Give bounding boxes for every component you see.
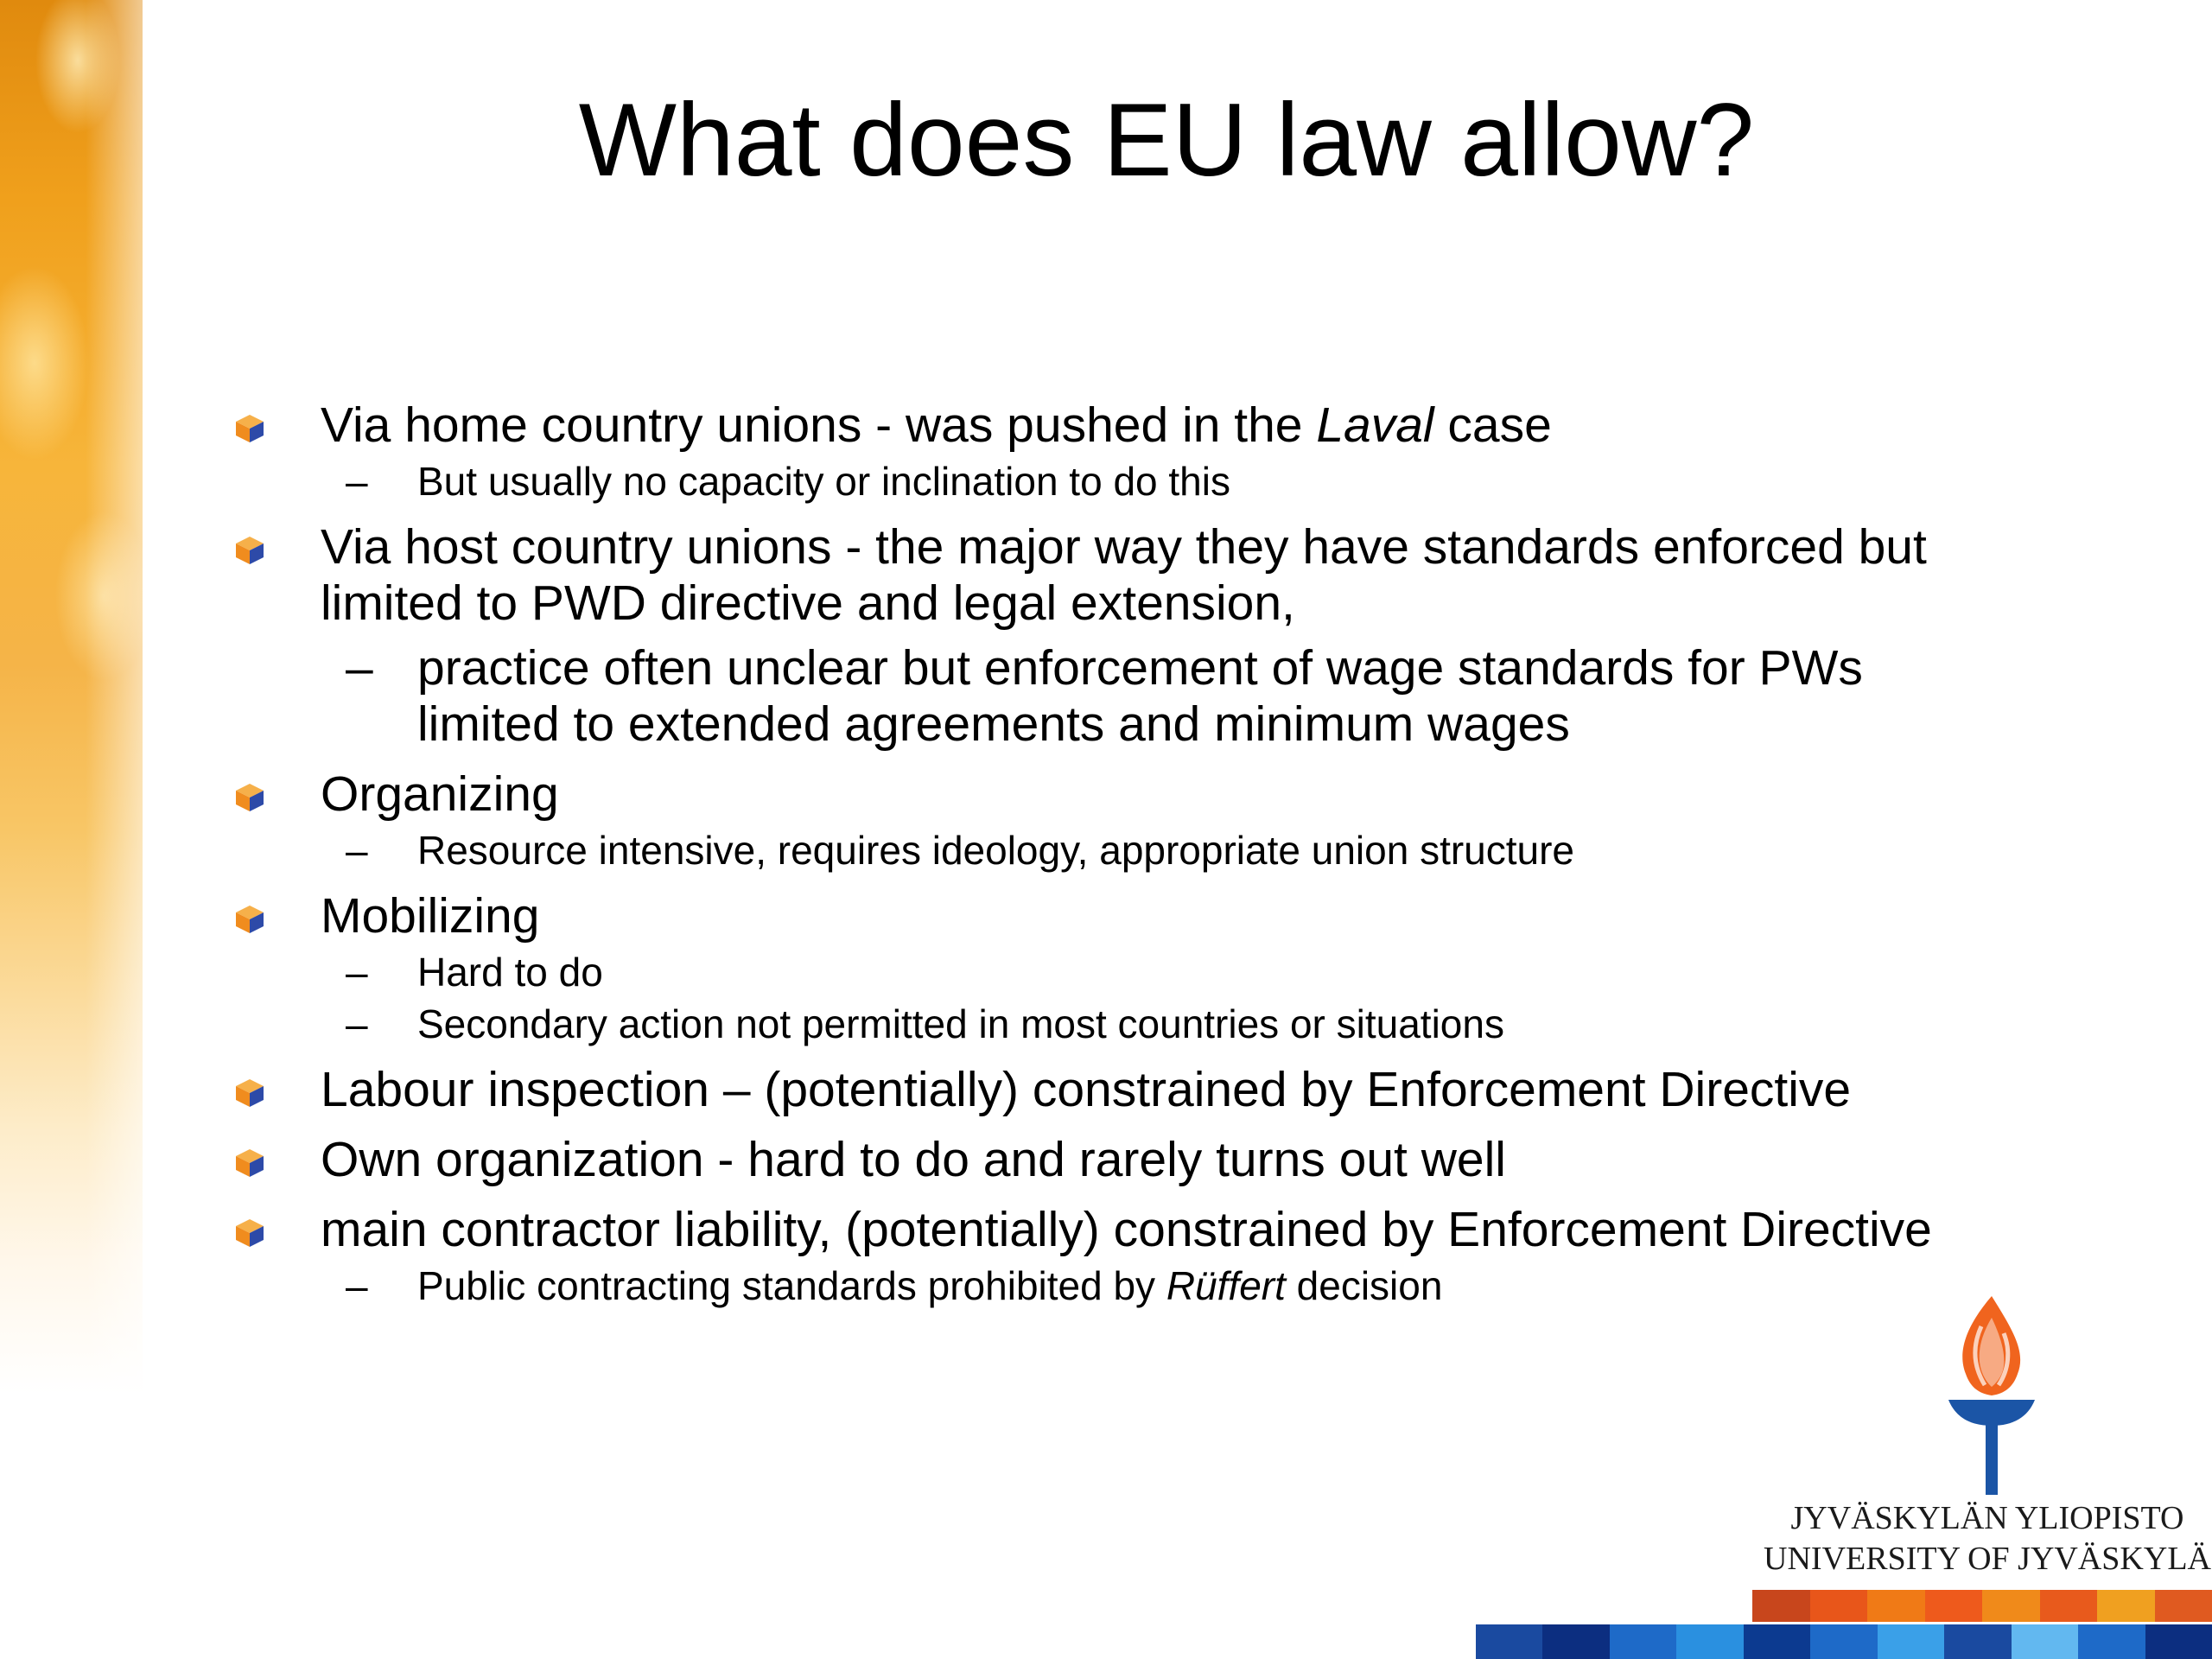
- dash-marker: –: [346, 1001, 368, 1046]
- text-segment: main contractor liability, (potentially) constrained by Enforcement Directive: [321, 1202, 1932, 1257]
- stripe-segment: [2040, 1590, 2098, 1622]
- sub-bullet-text: [417, 1000, 2063, 1048]
- text-segment: Via home country unions - was pushed in the: [321, 397, 1317, 453]
- cube-bullet-icon: [234, 1217, 265, 1249]
- stripe-segment: [1810, 1624, 1877, 1659]
- dash-marker: –: [346, 1263, 368, 1308]
- sub-bullet-text: [417, 457, 2063, 505]
- bullet-text: [321, 519, 2063, 632]
- text-segment: Resource intensive, requires ideology, appropriate union structure: [417, 828, 1575, 873]
- cube-bullet-icon: [234, 782, 265, 813]
- university-logo: [1763, 1292, 2212, 1590]
- stripe-segment: [1982, 1590, 2040, 1622]
- dash-marker: –: [346, 640, 373, 696]
- text-segment: Mobilizing: [321, 888, 540, 944]
- logo-name-finnish: JYVÄSKYLÄN YLIOPISTO: [1790, 1500, 2184, 1536]
- text-segment: But usually no capacity or inclination to do this: [417, 459, 1230, 504]
- bullet-text: [321, 888, 2063, 944]
- stripe-segment: [1878, 1624, 1944, 1659]
- dash-marker: –: [346, 828, 368, 873]
- sub-bullet-text: [417, 640, 2063, 753]
- text-segment: Own organization - hard to do and rarely turns out well: [321, 1132, 1506, 1187]
- bullet-text: [321, 1202, 2063, 1258]
- sub-bullet-item: [232, 457, 2063, 505]
- stripe-segment: [2097, 1590, 2155, 1622]
- stripe-segment: [2145, 1624, 2212, 1659]
- bullet-item: [232, 1062, 2063, 1118]
- text-segment: Public contracting standards prohibited by: [417, 1263, 1166, 1308]
- stripe-segment: [1542, 1624, 1609, 1659]
- sub-bullet-item: [232, 826, 2063, 874]
- bullet-text: [321, 766, 2063, 823]
- stripe-segment: [1752, 1590, 1810, 1622]
- text-segment: Labour inspection – (potentially) constrained by Enforcement Directive: [321, 1062, 1852, 1117]
- torch-icon: [1931, 1292, 2052, 1499]
- stripe-segment: [2012, 1624, 2078, 1659]
- text-line: practice often unclear but enforcement of wage standards for PWs: [417, 640, 1863, 696]
- dash-marker: –: [346, 459, 368, 504]
- logo-name-english: UNIVERSITY OF JYVÄSKYLÄ: [1764, 1541, 2211, 1577]
- sub-bullet-item: [232, 948, 2063, 996]
- stripe-segment: [1610, 1624, 1676, 1659]
- stripe-segment: [1944, 1624, 2011, 1659]
- cube-bullet-icon: [234, 904, 265, 935]
- bullet-item: [232, 888, 2063, 944]
- bullet-list: [232, 397, 2063, 1310]
- text-segment: case: [1433, 397, 1552, 453]
- italic-case-name: Rüffert: [1166, 1263, 1286, 1308]
- stripe-segment: [1676, 1624, 1743, 1659]
- text-segment: Hard to do: [417, 950, 603, 995]
- sub-bullet-item: [232, 640, 2063, 753]
- bullet-item: [232, 397, 2063, 454]
- stripe-segment: [2155, 1590, 2212, 1622]
- sub-bullet-item: [232, 1000, 2063, 1048]
- bullet-text: [321, 1132, 2063, 1188]
- bullet-item: [232, 519, 2063, 632]
- bullet-text: [321, 397, 2063, 454]
- italic-case-name: Laval: [1316, 397, 1434, 453]
- text-segment: decision: [1285, 1263, 1443, 1308]
- cube-bullet-icon: [234, 413, 265, 444]
- bullet-item: [232, 1132, 2063, 1188]
- dash-marker: –: [346, 950, 368, 995]
- side-band-fade: [0, 0, 143, 1659]
- text-line: limited to extended agreements and minimum wages: [417, 696, 1570, 752]
- stripe-segment: [1476, 1624, 1542, 1659]
- cube-bullet-icon: [234, 1077, 265, 1109]
- sub-bullet-text: [417, 948, 2063, 996]
- stripe-segment: [2078, 1624, 2145, 1659]
- decorative-stripe-orange: [1752, 1590, 2212, 1622]
- bullet-item: [232, 766, 2063, 823]
- slide-title: What does EU law allow?: [578, 82, 1755, 198]
- text-segment: Organizing: [321, 766, 559, 822]
- decorative-stripe-blue: [1476, 1624, 2212, 1659]
- text-line: limited to PWD directive and legal extension,: [321, 575, 1295, 631]
- sub-bullet-text: [417, 826, 2063, 874]
- stripe-segment: [1925, 1590, 1983, 1622]
- cube-bullet-icon: [234, 1147, 265, 1179]
- torch-handle: [1986, 1421, 1998, 1495]
- stripe-segment: [1744, 1624, 1810, 1659]
- text-segment: Secondary action not permitted in most countries or situations: [417, 1001, 1504, 1046]
- bullet-text: [321, 1062, 2063, 1118]
- cube-bullet-icon: [234, 535, 265, 566]
- text-line: Via host country unions - the major way they have standards enforced but: [321, 519, 1927, 575]
- stripe-segment: [1810, 1590, 1868, 1622]
- bullet-item: [232, 1202, 2063, 1258]
- stripe-segment: [1867, 1590, 1925, 1622]
